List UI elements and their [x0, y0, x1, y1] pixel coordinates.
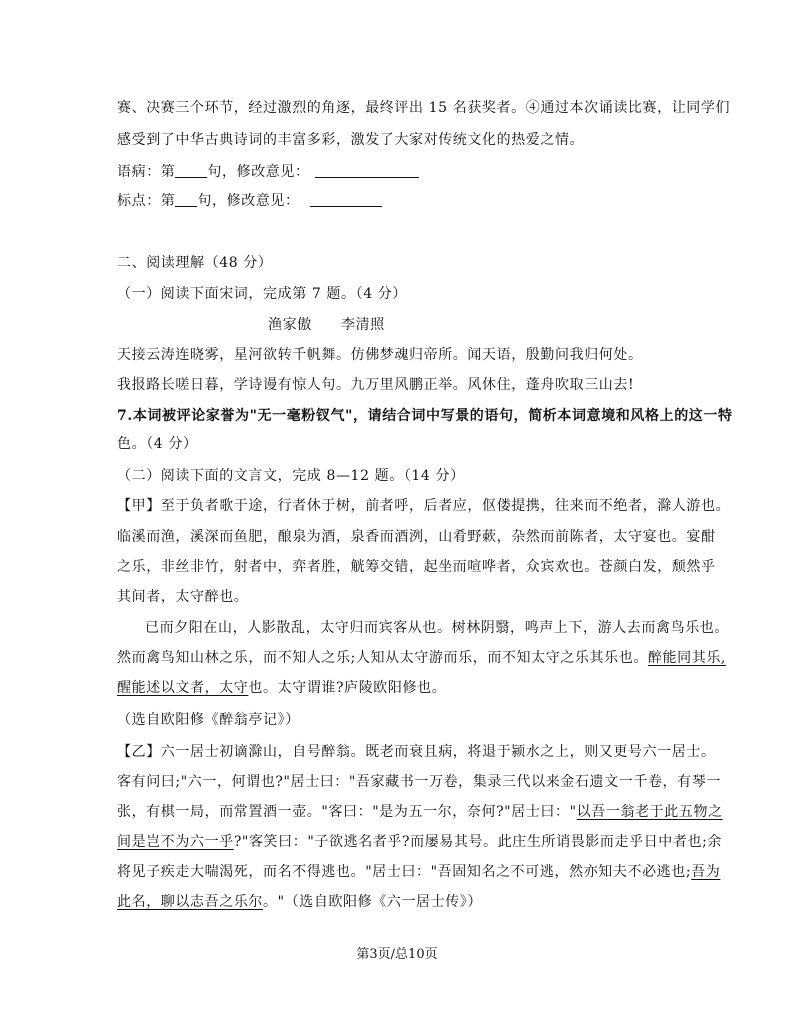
- underlined-sentence: 此名，聊以志吾之乐尔: [117, 894, 263, 910]
- underlined-sentence: 吾为: [691, 864, 721, 880]
- passage-yi-line: [117, 802, 723, 822]
- label: 语病：第: [117, 164, 176, 180]
- passage-yi-line: 【乙】六一居士初谪滁山，自号醉翁。既老而衰且病，将退于颍水之上，则又更号六一居士。: [117, 744, 716, 760]
- answer-line-punctuation: [117, 191, 382, 211]
- label: 句，修改意见：: [197, 193, 300, 209]
- passage-jia-line: 临溪而渔，溪深而鱼肥，酿泉为酒，泉香而酒洌，山肴野蔌，杂然而前陈者，太守宴也。宴酣: [117, 529, 716, 545]
- label: 句，修改意见：: [207, 164, 310, 180]
- text: 然而禽鸟知山林之乐，而不知人之乐;人知从太守游而乐，而不知太守之乐其乐也。: [117, 650, 648, 666]
- passage-yi-line: [117, 862, 720, 882]
- text-line: 感受到了中华古典诗词的丰富多彩，激发了大家对传统文化的热爱之情。: [117, 132, 585, 148]
- underlined-sentence: 间是岂不为六一乎: [117, 834, 234, 850]
- passage-yi-line: [117, 832, 722, 852]
- poem-line: 我报路长嗟日暮，学诗谩有惊人句。九万里风鹏正举。风休住，蓬舟吹取三山去!: [117, 377, 635, 393]
- poem-title: 渔家傲 李清照: [268, 317, 385, 333]
- part-heading: （二）阅读下面的文言文，完成 8—12 题。（14 分）: [117, 468, 465, 484]
- text: 张，有棋一局，而常置酒一壶。"客曰："是为五一尔，奈何?"居士曰：": [117, 804, 577, 820]
- underlined-sentence: 醒能述以文者，太守: [117, 680, 249, 696]
- section-heading: 二、阅读理解（48 分）: [117, 255, 273, 271]
- text: ?"客笑曰："子欲逃名者乎?而屡易其号。此庄生所诮畏影而走乎日中者也;余: [233, 834, 723, 850]
- passage-yi-line: [117, 892, 482, 912]
- question-7: 7.本词被评论家誉为"无一毫粉钗气"，请结合词中写景的语句，简析本词意境和风格上的这一特: [117, 408, 733, 424]
- passage-yi-line: 客有问曰;"六一，何谓也?"居士曰："吾家藏书一万卷，集录三代以来金石遗文一千卷，有琴一: [117, 774, 721, 790]
- passage-jia-line: 其间者，太守醉也。: [117, 589, 249, 605]
- passage-jia-line: 之乐，非丝非竹，射者中，弈者胜，觥筹交错，起坐而喧哗者，众宾欢也。苍颜白发，颓然乎: [117, 559, 716, 575]
- text: 。"（选自欧阳修《六一居士传》）: [263, 894, 483, 910]
- underlined-sentence: 以吾一翁老于此五物之: [576, 804, 723, 820]
- passage-jia-line: 已而夕阳在山，人影散乱，太守归而宾客从也。树林阴翳，鸣声上下，游人去而禽鸟乐也。: [145, 620, 729, 636]
- underlined-sentence: 醉能同其乐,: [647, 650, 726, 666]
- page-footer: 第3页/总10页: [356, 947, 438, 962]
- blank-revision[interactable]: [315, 163, 419, 178]
- source-citation: （选自欧阳修《醉翁亭记》）: [117, 712, 300, 728]
- text: 也。太守谓谁?庐陵欧阳修也。: [248, 680, 447, 696]
- text-line: 赛、决赛三个环节，经过激烈的角逐，最终评出 15 名获奖者。④通过本次诵读比赛，让同学们: [117, 100, 731, 116]
- part-heading: （一）阅读下面宋词，完成第 7 题。（4 分）: [117, 286, 407, 302]
- blank-revision[interactable]: [310, 192, 382, 207]
- blank-sentence-number[interactable]: [175, 163, 207, 178]
- passage-jia-line: [117, 648, 726, 668]
- label: 标点：第: [117, 193, 176, 209]
- answer-line-grammar: [117, 162, 419, 182]
- text: 将见子疾走大喘渴死，而名不得逃也。"居士曰："吾固知名之不可逃，然亦知夫不必逃也;: [117, 864, 692, 880]
- blank-sentence-number[interactable]: [175, 192, 197, 207]
- question-7-cont: 色。（4 分）: [117, 436, 198, 452]
- passage-jia-line: 【甲】至于负者歌于途，行者休于树，前者呼，后者应，伛偻提携，往来而不绝者，滁人游也。: [117, 498, 731, 514]
- poem-line: 天接云涛连晓雾，星河欲转千帆舞。仿佛梦魂归帝所。闻天语，殷勤问我归何处。: [117, 347, 643, 363]
- passage-jia-line: [117, 678, 446, 698]
